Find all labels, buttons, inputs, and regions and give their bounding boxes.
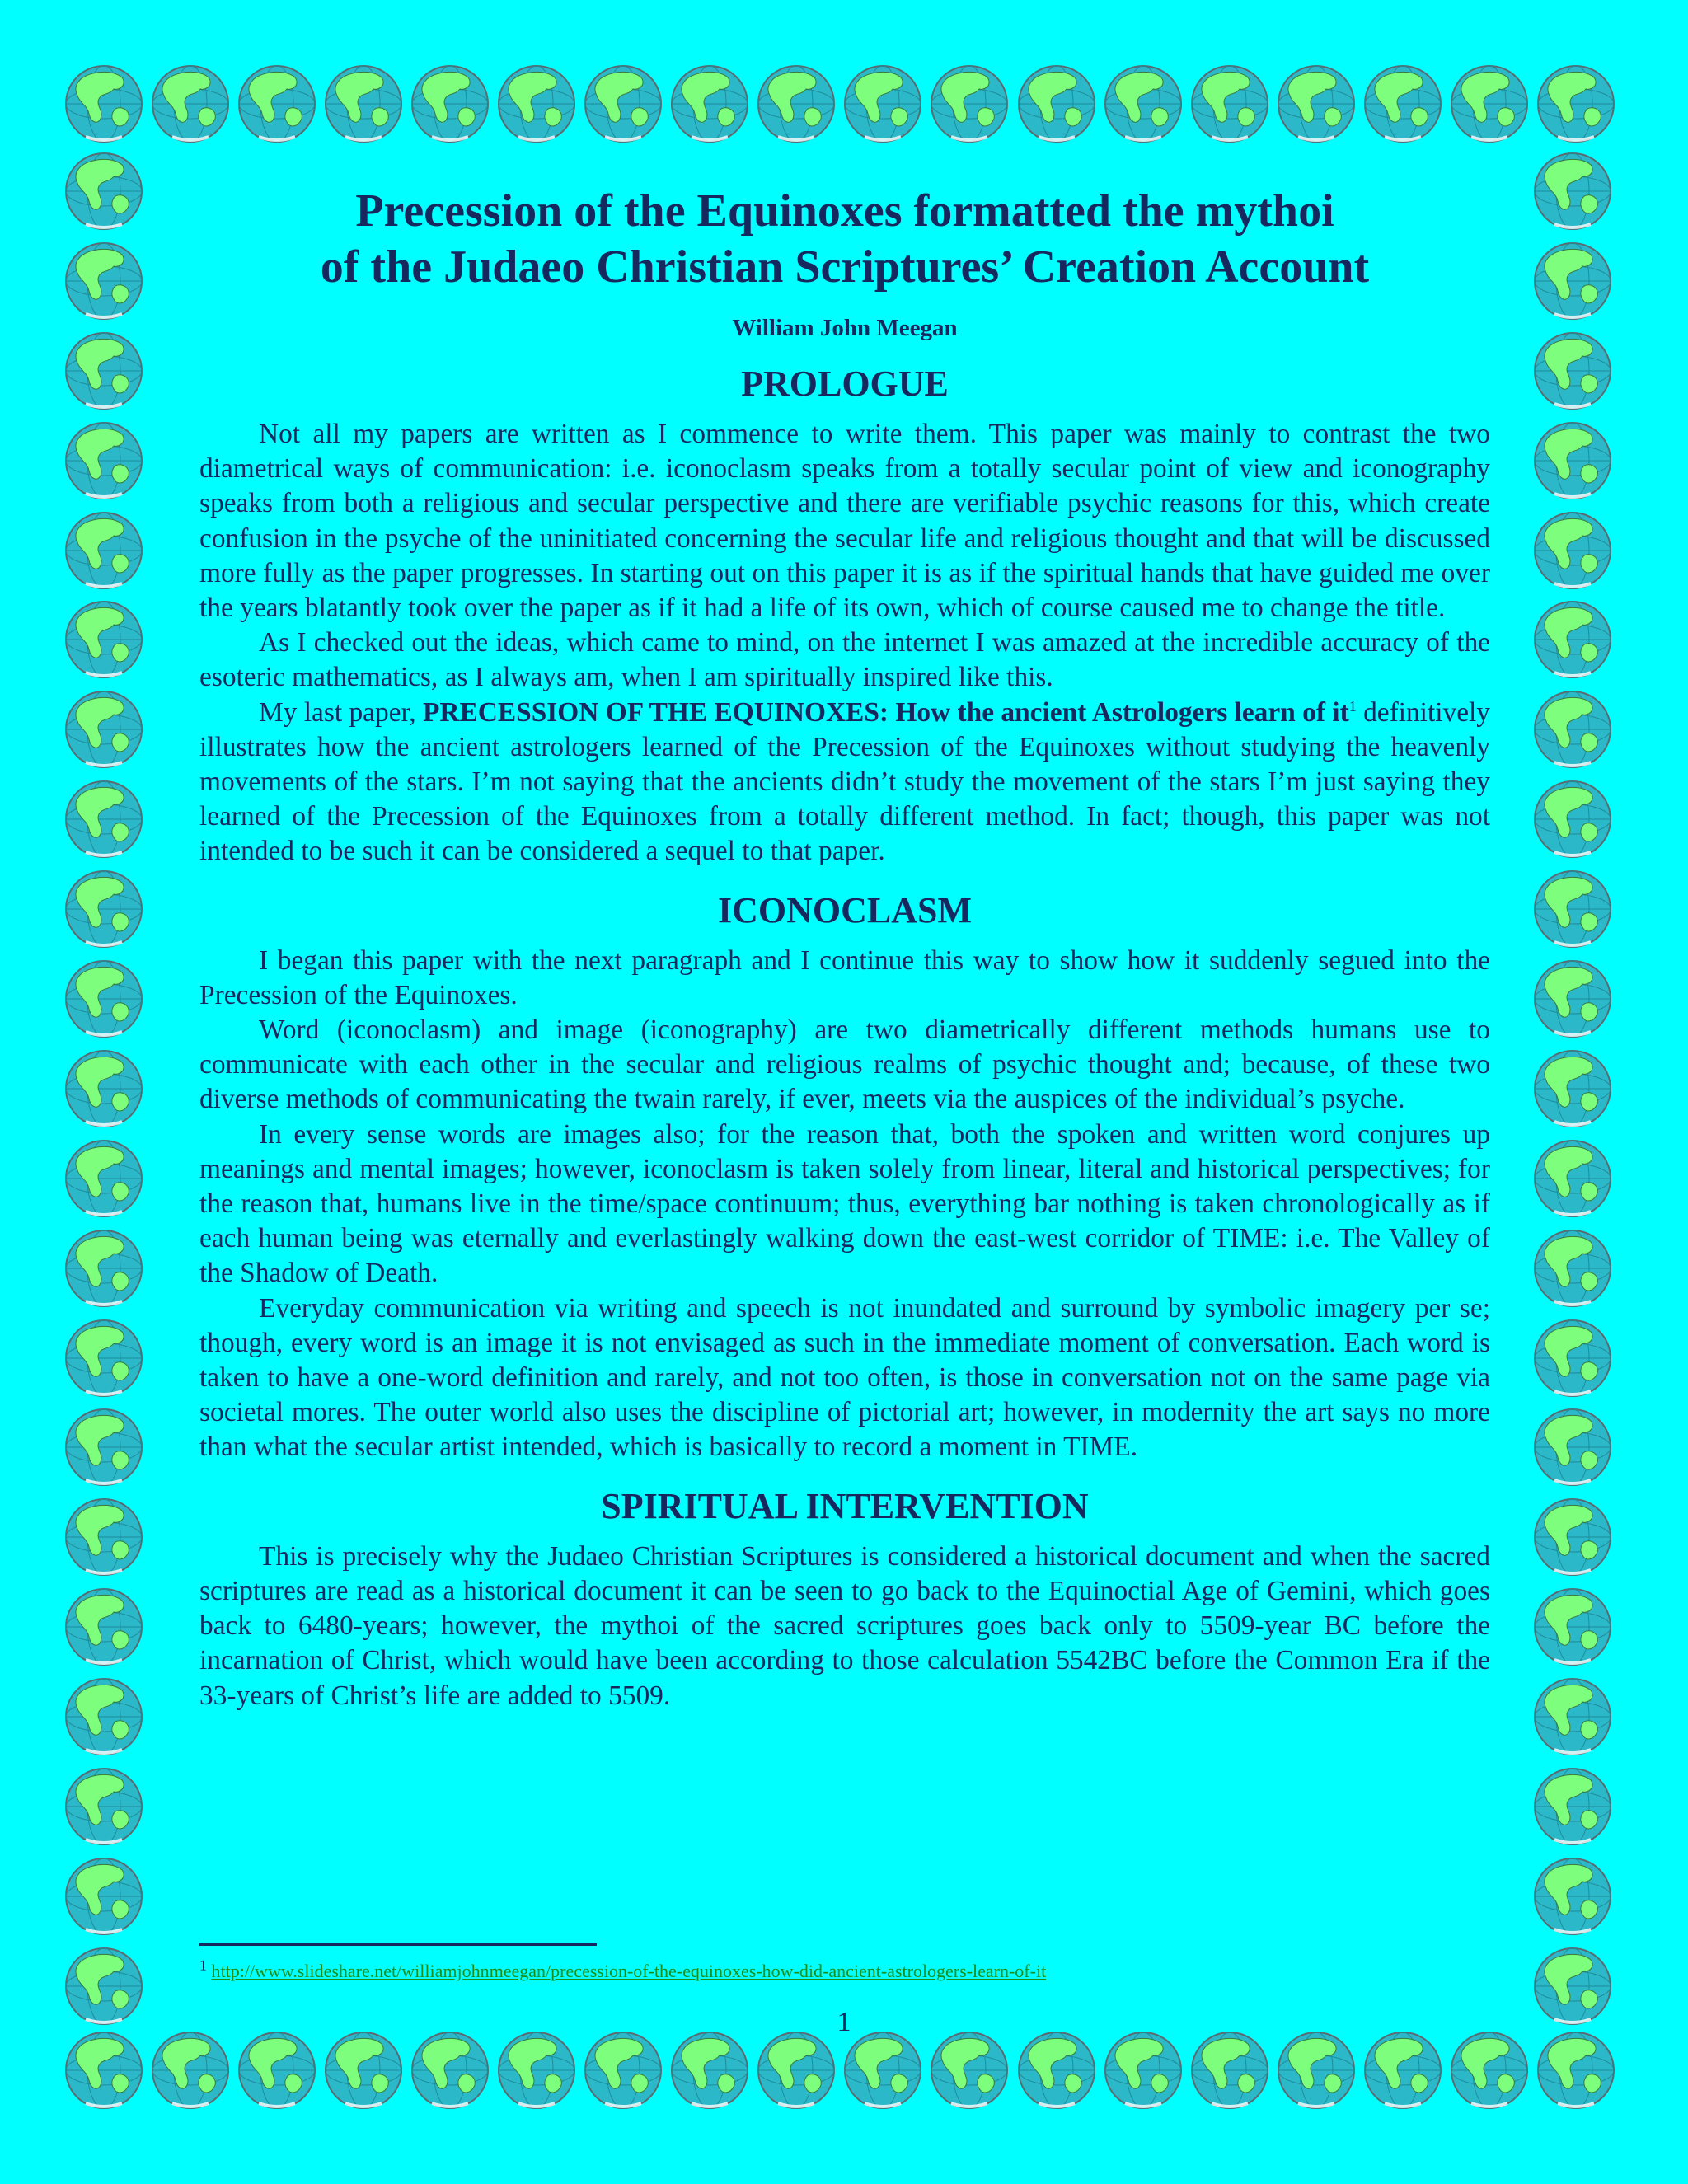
globe-icon bbox=[1275, 2029, 1357, 2111]
globe-icon bbox=[1531, 1406, 1614, 1488]
globe-icon bbox=[322, 63, 405, 145]
globe-icon bbox=[1015, 2029, 1098, 2111]
globe-icon bbox=[63, 1855, 145, 1938]
globe-icon bbox=[63, 1586, 145, 1668]
globe-icon bbox=[63, 63, 145, 145]
globe-icon bbox=[1448, 63, 1531, 145]
footnote-link[interactable]: http://www.slideshare.net/williamjohnmeegan/precession-of-the-equinoxes-how-did-ancient-astrologers-learn-of-it bbox=[211, 1961, 1047, 1981]
globe-icon bbox=[582, 63, 664, 145]
globe-icon bbox=[63, 1137, 145, 1220]
globe-icon bbox=[63, 1047, 145, 1130]
globe-icon bbox=[928, 63, 1010, 145]
referenced-paper-title: PRECESSION OF THE EQUINOXES: How the ancient Astrologers learn of it bbox=[423, 696, 1349, 728]
globe-icon bbox=[1102, 63, 1184, 145]
globe-icon bbox=[495, 2029, 578, 2111]
globe-icon bbox=[63, 2029, 145, 2111]
globe-icon bbox=[1531, 1047, 1614, 1130]
globe-icon bbox=[149, 2029, 232, 2111]
globe-icon bbox=[1531, 1675, 1614, 1758]
globe-icon bbox=[755, 2029, 837, 2111]
globe-icon bbox=[1531, 1137, 1614, 1220]
globe-icon bbox=[582, 2029, 664, 2111]
footnote-separator bbox=[199, 1943, 597, 1946]
globe-icon bbox=[63, 1675, 145, 1758]
globe-icon bbox=[236, 63, 318, 145]
paragraph: As I checked out the ideas, which came to mind, on the internet I was amazed at the incredible accuracy of the esoteric mathematics, as I always am, when I am spiritually inspired like this. bbox=[199, 627, 1490, 693]
document-title bbox=[199, 183, 1490, 295]
globe-icon bbox=[63, 1317, 145, 1399]
globe-icon bbox=[928, 2029, 1010, 2111]
globe-icon bbox=[1362, 2029, 1444, 2111]
footnote bbox=[199, 1957, 1047, 1983]
globe-icon bbox=[495, 63, 578, 145]
title-line-1: Precession of the Equinoxes formatted the mythoi bbox=[355, 185, 1334, 237]
globe-icon bbox=[1531, 1227, 1614, 1310]
title-line-2: of the Judaeo Christian Scriptures’ Creation Account bbox=[320, 241, 1370, 293]
document-page bbox=[199, 183, 1490, 1713]
paragraph: I began this paper with the next paragraph and I continue this way to show how it suddenly segued into the Precession of the Equinoxes. bbox=[199, 944, 1490, 1010]
globe-icon bbox=[668, 63, 751, 145]
globe-icon bbox=[1531, 330, 1614, 412]
globe-icon bbox=[63, 958, 145, 1040]
globe-icon bbox=[63, 240, 145, 322]
globe-icon bbox=[63, 1765, 145, 1848]
globe-icon bbox=[1531, 1586, 1614, 1668]
globe-icon bbox=[1189, 2029, 1271, 2111]
globe-icon bbox=[1531, 688, 1614, 771]
globe-icon bbox=[63, 1496, 145, 1578]
globe-icon bbox=[1531, 778, 1614, 860]
globe-icon bbox=[63, 688, 145, 771]
globe-icon bbox=[842, 2029, 924, 2111]
paragraph: In every sense words are images also; for the reason that, both the spoken and written word conjures up meanings and mental images; however, iconoclasm is taken solely from linear, literal and historical perspectives; for the reason that, humans live in the time/space continuum; thus, everything bar nothing is taken chronologically as if each human being was eternally and everlastingly walking down the east-west corridor of TIME: i.e. The Valley of the Shadow of Death. bbox=[199, 1118, 1490, 1289]
globe-icon bbox=[1531, 1317, 1614, 1399]
globe-icon bbox=[1362, 63, 1444, 145]
footnote-number: 1 bbox=[199, 1957, 207, 1974]
border-top bbox=[63, 63, 1617, 148]
globe-icon bbox=[1102, 2029, 1184, 2111]
globe-icon bbox=[1531, 598, 1614, 681]
heading-prologue: PROLOGUE bbox=[741, 363, 949, 404]
globe-icon bbox=[63, 1227, 145, 1310]
globe-icon bbox=[1531, 240, 1614, 322]
globe-icon bbox=[1448, 2029, 1531, 2111]
globe-icon bbox=[1535, 63, 1617, 145]
paragraph: Word (iconoclasm) and image (iconography) are two diametrically different methods humans use to communicate with each other in the secular and religious realms of psychic thought and; because, of these two diverse methods of communicating the twain rarely, if ever, meets via the auspices of the individual’s psyche. bbox=[199, 1015, 1490, 1115]
globe-icon bbox=[409, 63, 491, 145]
globe-icon bbox=[1531, 958, 1614, 1040]
globe-icon bbox=[1189, 63, 1271, 145]
paragraph-with-reference bbox=[199, 696, 1490, 869]
paragraph-text: definitively illustrates how the ancient astrologers learned of the Precession of the Equinoxes without studying the heavenly movements of the stars. I’m not saying that the ancients didn’t study the movement of the stars I’m just saying they learned of the Precession of the Equinoxes from a totally different method. In fact; though, this paper was not intended to be such it can be considered a sequel to that paper. bbox=[199, 696, 1490, 867]
globe-icon bbox=[1531, 509, 1614, 592]
page-number: 1 bbox=[837, 2007, 851, 2037]
heading-spiritual-intervention: SPIRITUAL INTERVENTION bbox=[601, 1485, 1089, 1526]
globe-icon bbox=[63, 598, 145, 681]
globe-icon bbox=[1275, 63, 1357, 145]
globe-icon bbox=[409, 2029, 491, 2111]
globe-icon bbox=[1015, 63, 1098, 145]
author-name: William John Meegan bbox=[732, 315, 958, 341]
globe-icon bbox=[1531, 150, 1614, 232]
globe-icon bbox=[322, 2029, 405, 2111]
globe-icon bbox=[63, 150, 145, 232]
paragraph: Not all my papers are written as I commence to write them. This paper was mainly to contrast the two diametrical ways of communication: i.e. iconoclasm speaks from a totally secular point of view and iconography speaks from both a religious and secular perspective and there are verifiable psychic reasons for this, which create confusion in the psyche of the uninitiated concerning the secular life and religious thought and that will be discussed more fully as the paper progresses. In starting out on this paper it is as if the spiritual hands that have guided me over the years blatantly took over the paper as if it had a life of its own, which of course caused me to change the title. bbox=[199, 419, 1490, 624]
globe-icon bbox=[63, 330, 145, 412]
globe-icon bbox=[63, 1406, 145, 1488]
globe-icon bbox=[63, 868, 145, 950]
globe-icon bbox=[1531, 1765, 1614, 1848]
globe-icon bbox=[1531, 419, 1614, 502]
globe-icon bbox=[1531, 1855, 1614, 1938]
globe-icon bbox=[755, 63, 837, 145]
paragraph: This is precisely why the Judaeo Christian Scriptures is considered a historical document and when the sacred scriptures are read as a historical document it can be seen to go back to the Equinoctial Age of Gemini, which goes back to 6480-years; however, the mythoi of the sacred scriptures goes back only to 5509-year BC before the incarnation of Christ, which would have been according to those calculation 5542BC before the Common Era if the 33-years of Christ’s life are added to 5509. bbox=[199, 1540, 1490, 1711]
globe-icon bbox=[842, 63, 924, 145]
globe-icon bbox=[63, 778, 145, 860]
paragraph: Everyday communication via writing and speech is not inundated and surround by symbolic imagery per se; though, every word is an image it is not envisaged as such in the immediate moment of conversation. Each word is taken to have a one-word definition and rarely, and not too often, is those in conversation not on the same page via societal mores. The outer world also uses the discipline of pictorial art; however, in modernity the art says no more than what the secular artist intended, which is basically to record a moment in TIME. bbox=[199, 1292, 1490, 1463]
globe-icon bbox=[236, 2029, 318, 2111]
globe-icon bbox=[63, 509, 145, 592]
heading-iconoclasm: ICONOCLASM bbox=[717, 889, 973, 930]
globe-icon bbox=[63, 419, 145, 502]
border-left bbox=[63, 150, 148, 2027]
border-bottom bbox=[63, 2029, 1617, 2115]
footnote-marker[interactable]: 1 bbox=[1348, 697, 1357, 715]
paragraph-text: My last paper, bbox=[259, 696, 423, 728]
globe-icon bbox=[1531, 868, 1614, 950]
globe-icon bbox=[1531, 1496, 1614, 1578]
globe-icon bbox=[149, 63, 232, 145]
border-right bbox=[1531, 150, 1617, 2027]
globe-icon bbox=[1535, 2029, 1617, 2111]
globe-icon bbox=[668, 2029, 751, 2111]
